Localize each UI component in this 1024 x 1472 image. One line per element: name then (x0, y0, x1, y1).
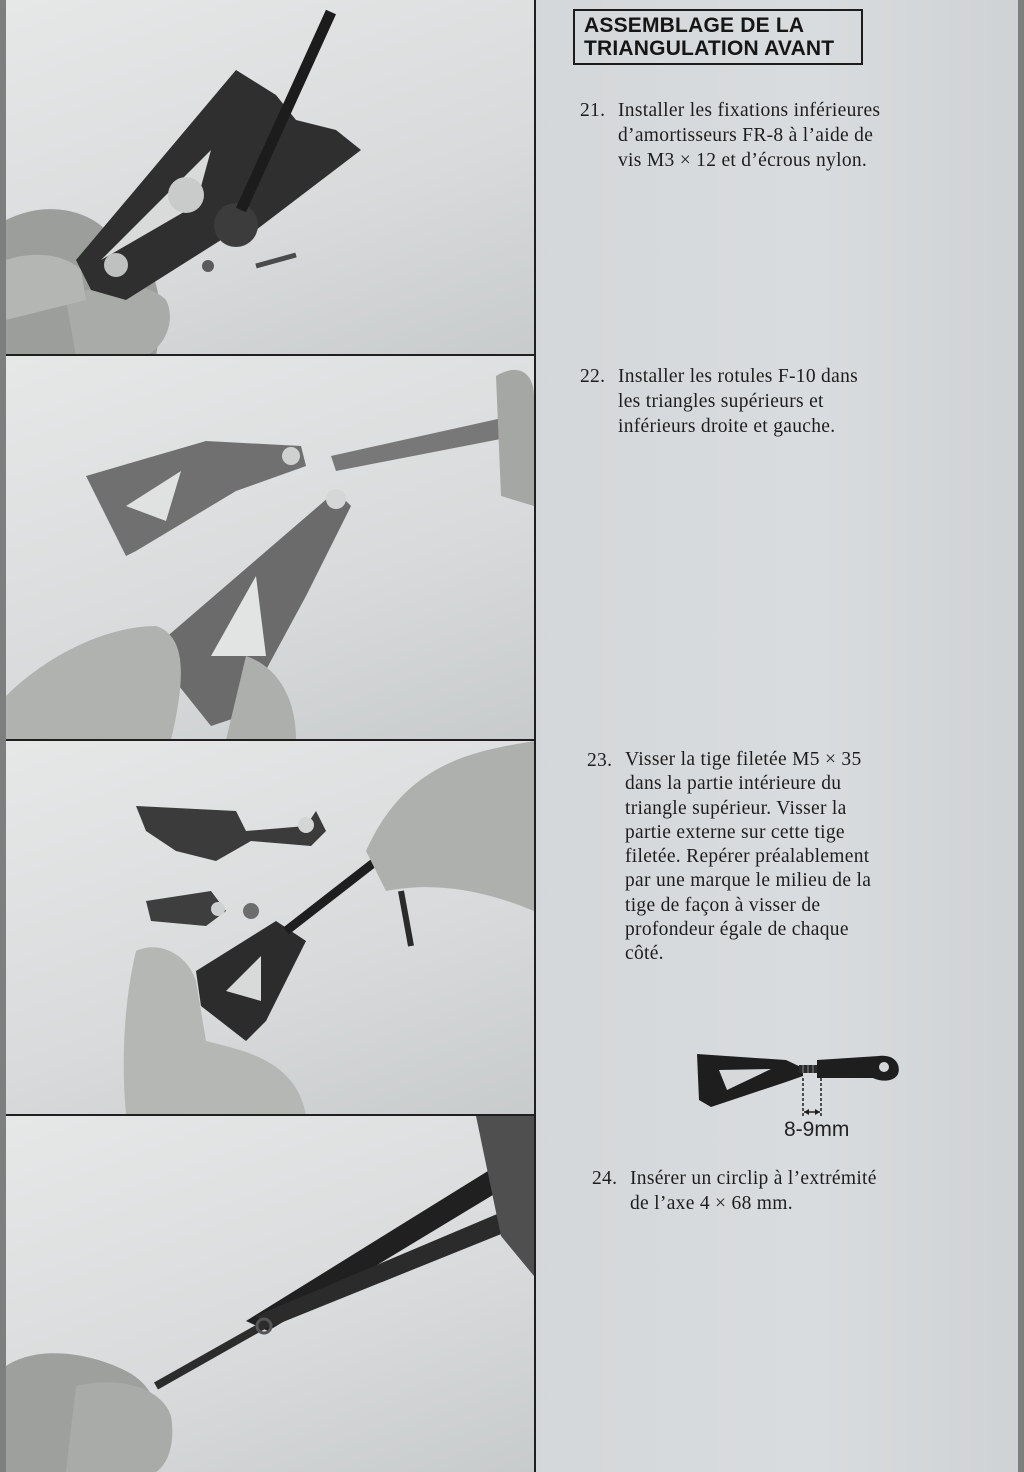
step-text (618, 98, 880, 173)
step-text-line: dans la partie intérieure du (625, 773, 842, 795)
column-divider (534, 0, 536, 1472)
step-number: 21. (580, 100, 606, 121)
step-text-line: triangle supérieur. Visser la (625, 797, 847, 819)
step-number: 22. (580, 366, 606, 387)
step-24 (592, 1166, 1012, 1221)
manual-page (6, 0, 1018, 1472)
step-text-line: Insérer un circlip à l’extrémité (630, 1168, 877, 1189)
step-text-line: Installer les fixations inférieures (618, 100, 881, 121)
step-text-line: inférieurs droite et gauche. (618, 416, 836, 437)
photo-step-21 (6, 0, 534, 356)
step-text-line: tige de façon à visser de (625, 894, 821, 916)
step-text-line: partie externe sur cette tige (625, 821, 845, 843)
step-22 (580, 364, 1000, 444)
step-text-line: Installer les rotules F-10 dans (618, 366, 859, 387)
photo-step-24 (6, 1116, 534, 1472)
step-number: 23. (587, 750, 613, 771)
step-text-line: les triangles supérieurs et (618, 391, 824, 412)
step-text-line: côté. (625, 943, 664, 965)
photo-step-22 (6, 356, 534, 740)
section-title-line-1: ASSEMBLAGE DE LA (584, 14, 805, 37)
step-text (630, 1166, 877, 1216)
section-title-line-2: TRIANGULATION AVANT (584, 37, 835, 60)
step-text-line: profondeur égale de chaque (625, 919, 849, 941)
step-text-line: filetée. Repérer préalablement (625, 846, 870, 868)
photo-step-23 (6, 741, 534, 1115)
step-text (625, 748, 871, 967)
step-text (618, 364, 858, 439)
step-text-line: par une marque le milieu de la (625, 870, 872, 892)
step-text-line: vis M3 × 12 et d’écrous nylon. (618, 150, 868, 171)
step-23 (587, 748, 1007, 978)
step-21 (580, 98, 1000, 178)
dimension-label: 8-9mm (784, 1118, 850, 1141)
photo-column (6, 0, 536, 1472)
step-text-line: de l’axe 4 × 68 mm. (630, 1193, 793, 1214)
step-text-line: Visser la tige filetée M5 × 35 (625, 749, 862, 770)
step-text-line: d’amortisseurs FR-8 à l’aide de (618, 125, 874, 146)
section-title (573, 9, 863, 65)
step-number: 24. (592, 1168, 618, 1189)
